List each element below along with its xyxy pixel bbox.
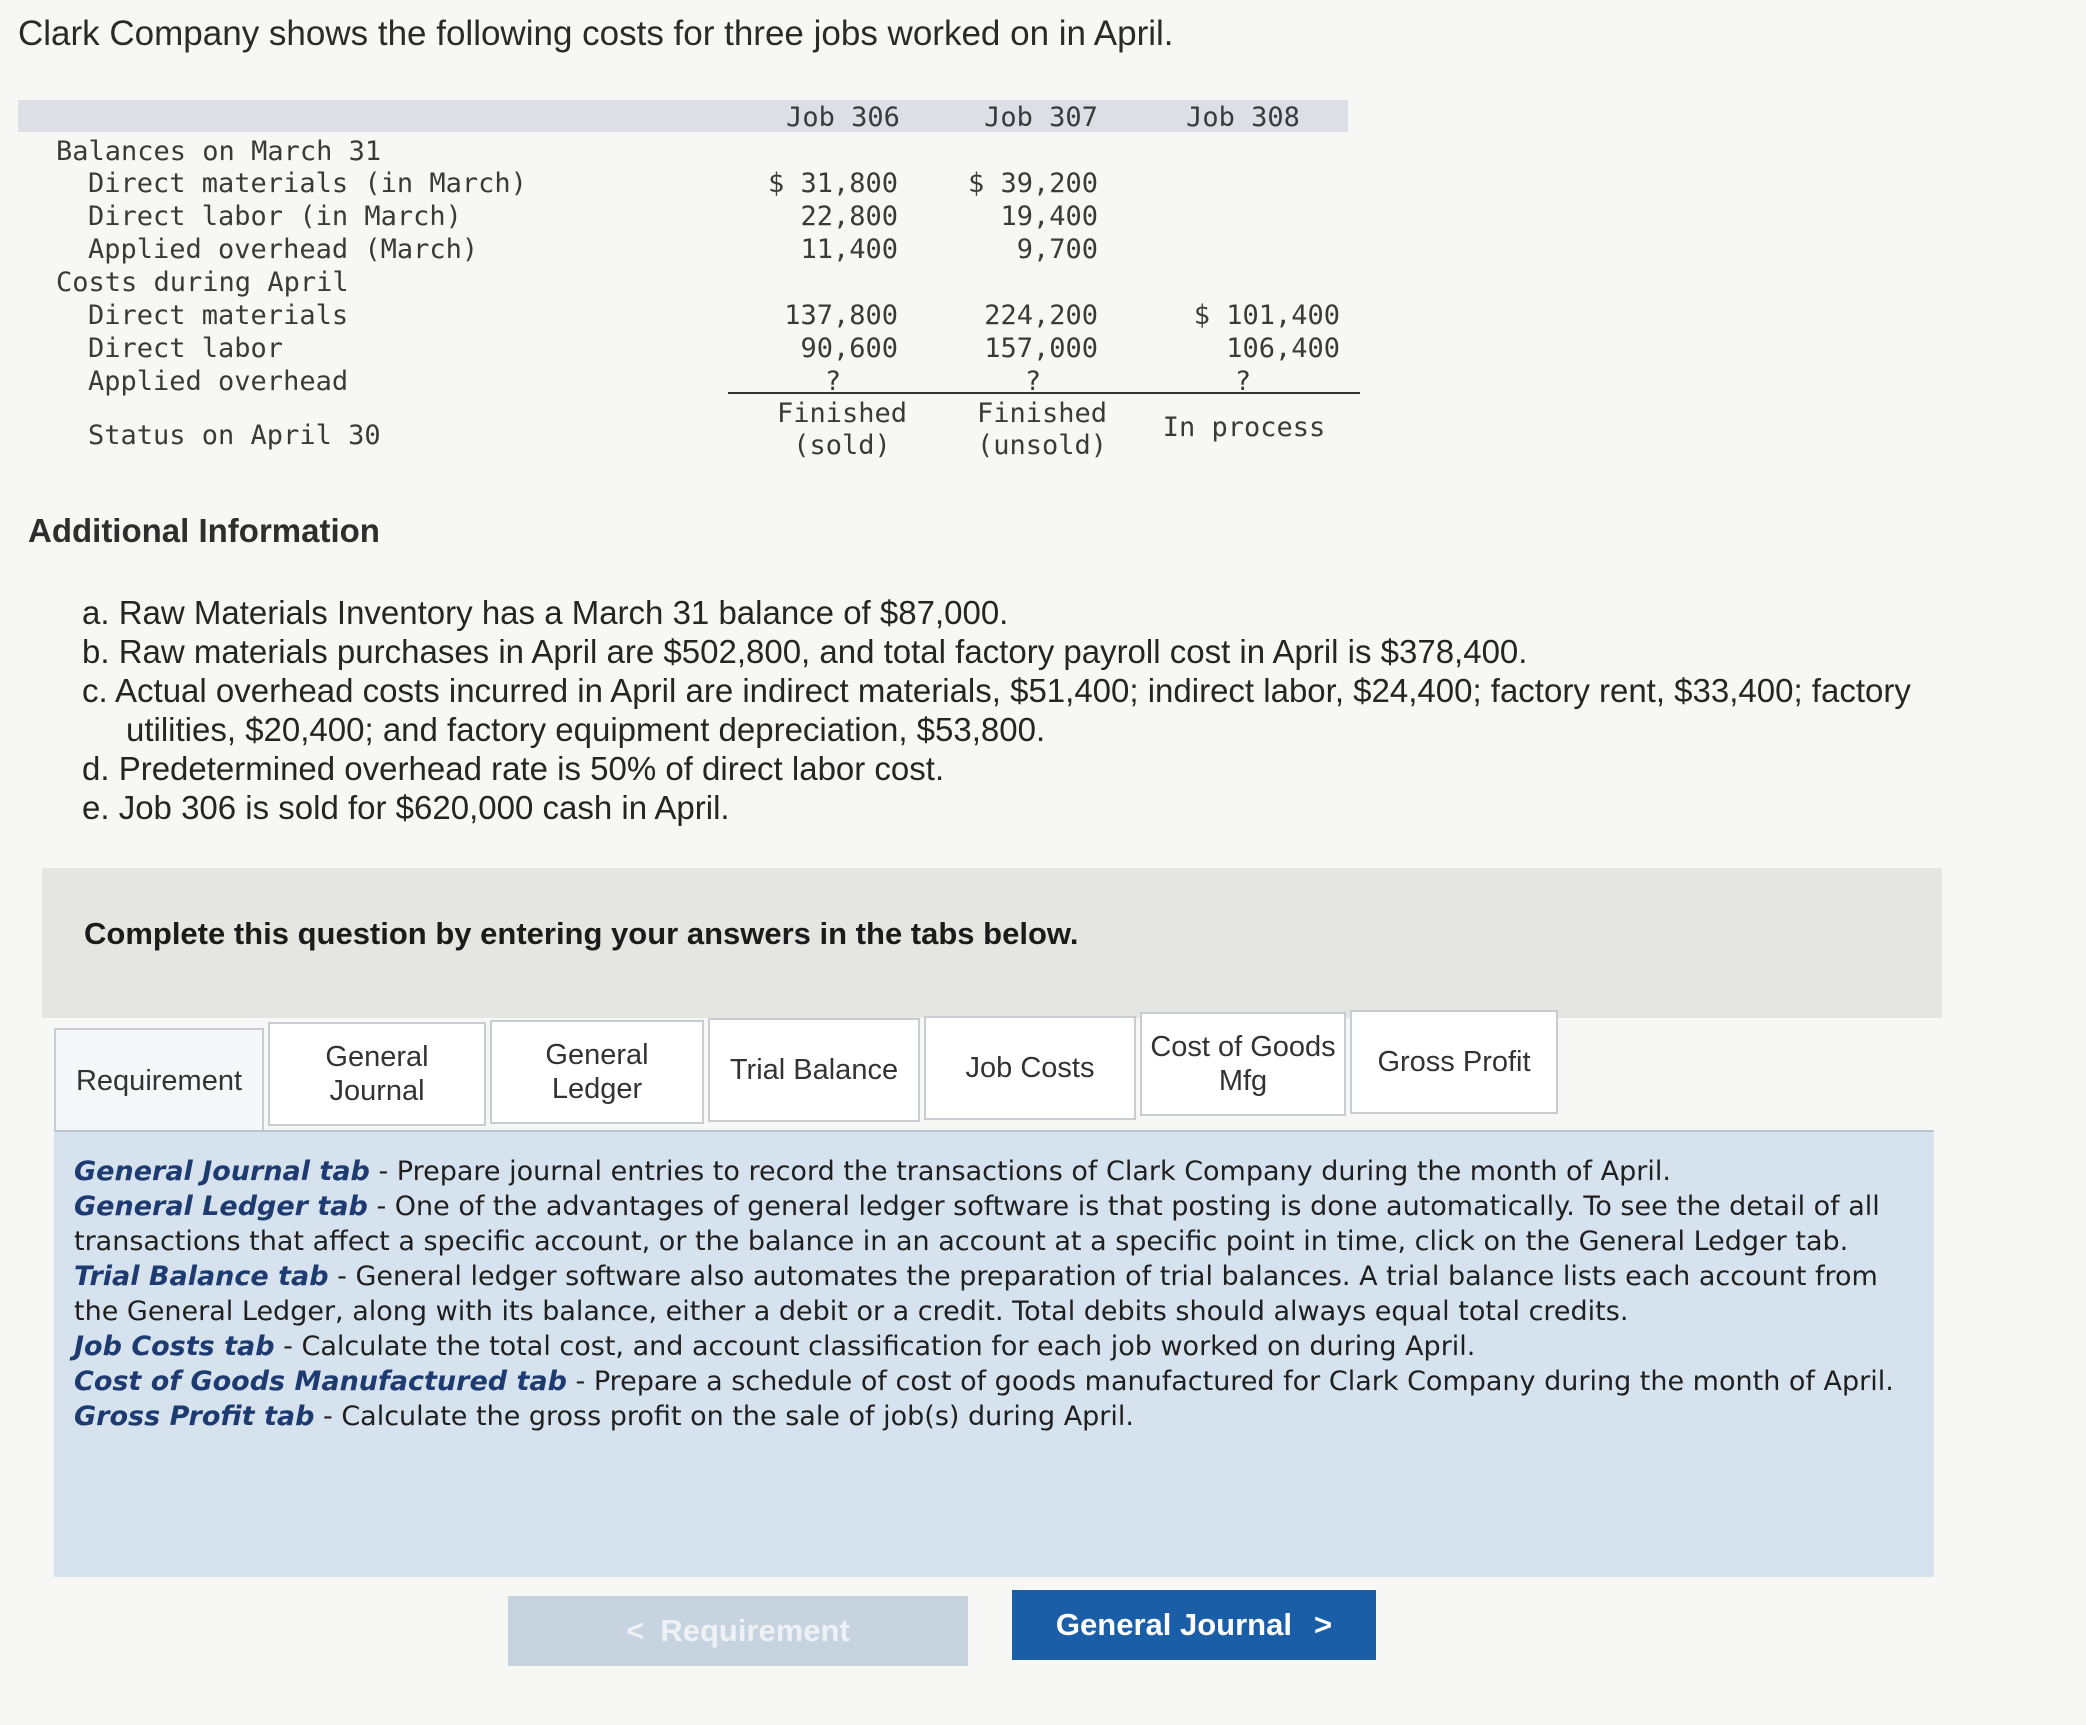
row-label: Applied overhead (March) [88, 234, 479, 265]
tab-general-journal[interactable] [268, 1022, 486, 1126]
instruction-banner [42, 868, 1942, 1018]
table-row [18, 234, 1348, 267]
cell-value: 11,400 [800, 234, 898, 265]
status-line: (sold) [793, 430, 891, 461]
desc-term: General Ledger tab [74, 1191, 368, 1222]
desc-term: Job Costs tab [74, 1331, 275, 1362]
tab-label: Trial Balance [729, 1054, 899, 1086]
desc-term: Cost of Goods Manufactured tab [74, 1366, 567, 1397]
next-general-journal-button[interactable] [1012, 1590, 1376, 1660]
desc-trial-balance [74, 1259, 1914, 1329]
cell-value: 224,200 [984, 300, 1098, 331]
cell-value: 90,600 [800, 333, 898, 364]
cell-value: 19,400 [1000, 201, 1098, 232]
row-label: Direct materials (in March) [88, 168, 527, 199]
intro-text: Clark Company shows the following costs for three jobs worked on in April. [18, 14, 1174, 53]
info-item-c-cont: utilities, $20,400; and factory equipment depreciation, $53,800. [126, 711, 1046, 748]
row-label: Direct materials [88, 300, 349, 331]
prev-button-label: Requirement [660, 1613, 850, 1648]
tab-job-costs[interactable] [924, 1016, 1136, 1120]
cell-value: 106,400 [1226, 333, 1340, 364]
table-divider [728, 392, 1360, 394]
desc-text: - Prepare journal entries to record the transactions of Clark Company during the month of April. [369, 1156, 1671, 1187]
tab-label: Ledger [551, 1073, 643, 1105]
row-label: Direct labor [88, 333, 284, 364]
status-label: Status on April 30 [88, 420, 381, 451]
cell-value: ? [1234, 366, 1252, 397]
tab-label: Job Costs [965, 1052, 1095, 1084]
cell-value: ? [1024, 366, 1042, 397]
next-button-label: General Journal [1055, 1607, 1292, 1642]
tab-label: General [325, 1041, 429, 1073]
table-header-band [18, 100, 1348, 132]
costs-heading: Costs during April [56, 267, 349, 298]
cell-value: $ 31,800 [767, 168, 898, 199]
balances-heading: Balances on March 31 [56, 136, 382, 167]
status-line: In process [1162, 412, 1326, 443]
cell-value: 137,800 [784, 300, 898, 331]
tab-trial-balance[interactable] [708, 1018, 920, 1122]
tab-label: Cost of Goods [1150, 1031, 1336, 1063]
tab-gross-profit[interactable] [1350, 1010, 1558, 1114]
status-job-306 [742, 398, 942, 462]
tab-description-panel [54, 1130, 1934, 1577]
desc-term: Trial Balance tab [74, 1261, 329, 1292]
info-item-d: d. Predetermined overhead rate is 50% of direct labor cost. [82, 750, 945, 787]
prev-requirement-button [508, 1596, 968, 1666]
desc-text: - Prepare a schedule of cost of goods manufactured for Clark Company during the month of April. [566, 1366, 1894, 1397]
info-item-b: b. Raw materials purchases in April are $502,800, and total factory payroll cost in April is $378,400. [82, 633, 1528, 670]
cell-value: 22,800 [800, 201, 898, 232]
status-line: Finished [976, 398, 1108, 429]
desc-text: - One of the advantages of general ledger software is that posting is done automatically. To see the detail of all transactions that affect a specific account, or the balance in an account at a specific point in time, click on the General Ledger tab. [74, 1191, 1880, 1257]
status-line: (unsold) [976, 430, 1108, 461]
cell-value: ? [824, 366, 842, 397]
header-job-306: Job 306 [786, 102, 900, 133]
additional-info-list [82, 593, 2062, 827]
desc-text: - Calculate the gross profit on the sale of job(s) during April. [314, 1401, 1134, 1432]
desc-term: Gross Profit tab [74, 1401, 315, 1432]
cell-value: 9,700 [1016, 234, 1098, 265]
tab-label: General [545, 1039, 649, 1071]
status-job-307 [942, 398, 1142, 462]
instruction-text: Complete this question by entering your answers in the tabs below. [84, 916, 1079, 951]
tab-label: Gross Profit [1377, 1046, 1531, 1078]
status-line: Finished [776, 398, 908, 429]
desc-general-journal [74, 1154, 1914, 1189]
tab-general-ledger[interactable] [490, 1020, 704, 1124]
info-item-e: e. Job 306 is sold for $620,000 cash in April. [82, 789, 730, 826]
cell-value: 157,000 [984, 333, 1098, 364]
tab-label: Journal [329, 1075, 425, 1107]
desc-general-ledger [74, 1189, 1914, 1259]
desc-text: - Calculate the total cost, and account classification for each job worked on during April. [274, 1331, 1476, 1362]
additional-info-heading: Additional Information [28, 512, 380, 549]
table-row [18, 300, 1348, 333]
status-job-308 [1144, 412, 1344, 444]
desc-cost-of-goods [74, 1364, 1914, 1399]
header-job-307: Job 307 [984, 102, 1098, 133]
tab-cost-of-goods-mfg[interactable] [1140, 1012, 1346, 1116]
info-item-a: a. Raw Materials Inventory has a March 31 balance of $87,000. [82, 594, 1009, 631]
header-job-308: Job 308 [1186, 102, 1300, 133]
table-row [18, 366, 1348, 399]
table-row [18, 168, 1348, 201]
desc-term: General Journal tab [74, 1156, 370, 1187]
cell-value: $ 39,200 [967, 168, 1098, 199]
tab-label: Requirement [75, 1065, 243, 1097]
row-label: Applied overhead [88, 366, 349, 397]
chevron-left-icon: < [626, 1613, 645, 1648]
table-row [18, 201, 1348, 234]
info-item-c: c. Actual overhead costs incurred in April are indirect materials, $51,400; indirect labor, $24,400; factory rent, $33,400; factory [82, 672, 1911, 709]
cell-value: $ 101,400 [1193, 300, 1340, 331]
desc-job-costs [74, 1329, 1914, 1364]
chevron-right-icon: > [1313, 1607, 1333, 1642]
tab-descriptions [74, 1154, 1914, 1434]
row-label: Direct labor (in March) [88, 201, 462, 232]
table-row [18, 333, 1348, 366]
tab-requirement[interactable] [54, 1028, 264, 1132]
tab-label: Mfg [1218, 1065, 1268, 1097]
desc-gross-profit [74, 1399, 1914, 1434]
desc-text: - General ledger software also automates the preparation of trial balances. A trial balance lists each account from the General Ledger, along with its balance, either a debit or a credit. Total debits should always equal total credits. [74, 1261, 1878, 1327]
